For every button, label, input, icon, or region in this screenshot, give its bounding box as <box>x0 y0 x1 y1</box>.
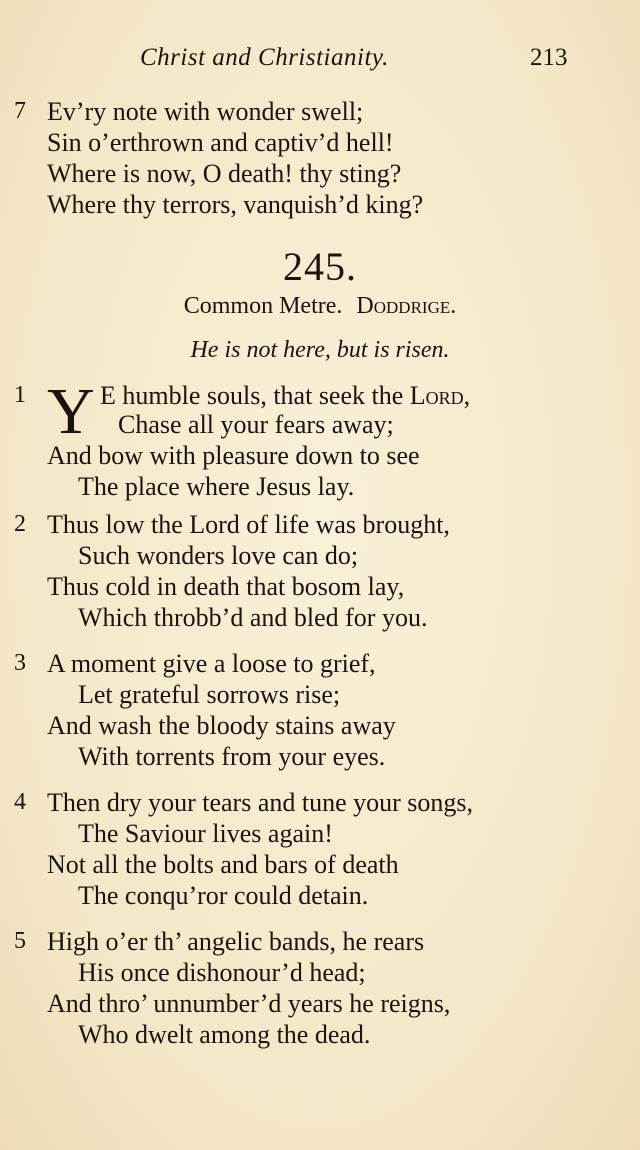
verse-line: A moment give a loose to grief, <box>47 649 376 678</box>
verse-line: The conqu’ror could detain. <box>78 881 369 910</box>
stanza-number: 3 <box>14 650 26 676</box>
verse-line: Such wonders love can do; <box>78 541 359 570</box>
hymn-meter-author <box>0 293 620 320</box>
lord-small-caps: Lord, <box>409 381 471 410</box>
verse-line: Then dry your tears and tune your songs, <box>47 788 474 817</box>
stanza-number: 7 <box>14 98 26 124</box>
verse-line-text: E humble souls, that seek the <box>100 381 410 410</box>
verse-line: With torrents from your eyes. <box>78 742 386 771</box>
hymn-subtitle: He is not here, but is risen. <box>190 337 450 363</box>
hymn-meter: Common Metre. <box>183 293 343 319</box>
stanza-number: 4 <box>14 789 26 815</box>
verse-line: Where is now, O death! thy sting? <box>47 159 402 188</box>
hymn-author: Doddrige. <box>356 293 457 319</box>
verse-line: His once dishonour’d head; <box>78 958 366 987</box>
verse-line <box>100 380 470 411</box>
verse-line: High o’er th’ angelic bands, he rears <box>47 927 425 956</box>
verse-line: And thro’ unnumber’d years he reigns, <box>47 989 451 1018</box>
verse-line: And wash the bloody stains away <box>47 711 396 740</box>
stanza-number: 2 <box>14 511 26 537</box>
running-header <box>0 44 640 80</box>
verse-line: Thus cold in death that bosom lay, <box>47 572 405 601</box>
page-number: 213 <box>530 44 568 71</box>
running-title: Christ and Christianity. <box>140 44 389 71</box>
verse-line: Not all the bolts and bars of death <box>47 850 399 879</box>
verse-line: Ev’ry note with wonder swell; <box>47 97 364 126</box>
verse-line: And bow with pleasure down to see <box>47 441 420 470</box>
verse-line: The Saviour lives again! <box>78 819 333 848</box>
verse-line: Let grateful sorrows rise; <box>78 680 341 709</box>
stanza-number: 5 <box>14 928 26 954</box>
verse-line: Which throbb’d and bled for you. <box>78 603 428 632</box>
drop-cap: Y <box>47 375 95 448</box>
verse-line: Where thy terrors, vanquish’d king? <box>47 190 424 219</box>
verse-line: Thus low the Lord of life was brought, <box>47 510 450 539</box>
verse-line: Sin o’erthrown and captiv’d hell! <box>47 128 394 157</box>
verse-line: Who dwelt among the dead. <box>78 1020 371 1049</box>
verse-line: Chase all your fears away; <box>118 410 394 439</box>
stanza-number: 1 <box>14 382 26 408</box>
verse-line: The place where Jesus lay. <box>78 472 355 501</box>
hymn-number-title: 245. <box>283 244 357 289</box>
